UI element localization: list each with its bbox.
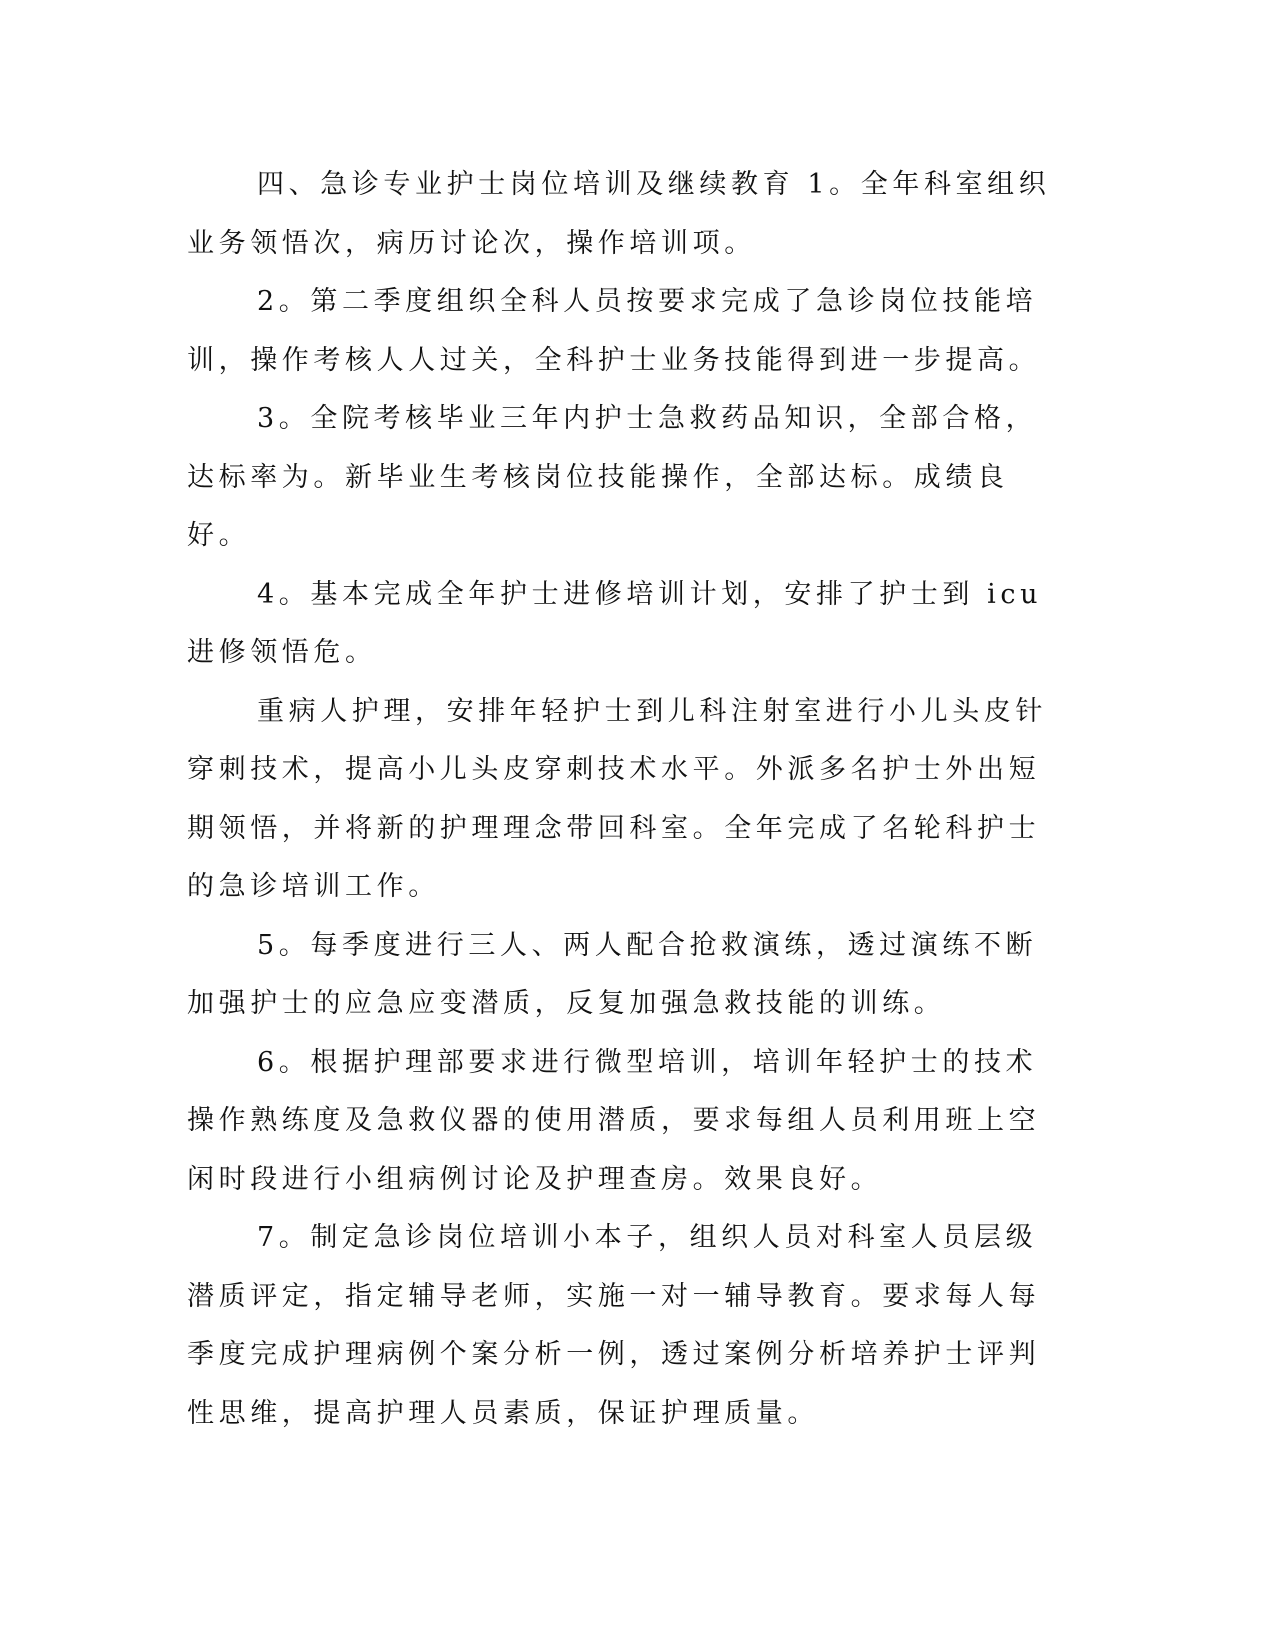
paragraph-item-7: 7。制定急诊岗位培训小本子，组织人员对科室人员层级潜质评定，指定辅导老师，实施一对一辅导教育。要求每人每季度完成护理病例个案分析一例，透过案例分析培养护士评判性思维，提高护理人员素质，保证护理质量。 — [187, 1222, 1041, 1429]
paragraph-item-4: 4。基本完成全年护士进修培训计划，安排了护士到 icu 进修领悟危。 — [187, 578, 1043, 668]
paragraph-item-3: 3。全院考核毕业三年内护士急救药品知识，全部合格，达标率为。新毕业生考核岗位技能操作，全部达标。成绩良好。 — [187, 403, 1038, 551]
document-body — [187, 156, 1067, 1443]
paragraph-item-5: 5。每季度进行三人、两人配合抢救演练，透过演练不断加强护士的应急应变潜质，反复加强急救技能的训练。 — [187, 929, 1038, 1019]
paragraph-item-6: 6。根据护理部要求进行微型培训，培训年轻护士的技术操作熟练度及急救仪器的使用潜质，要求每组人员利用班上空闲时段进行小组病例讨论及护理查房。效果良好。 — [187, 1046, 1041, 1195]
paragraph-section-four: 四、急诊专业护士岗位培训及继续教育 1。全年科室组织业务领悟次，病历讨论次，操作培训项。 — [187, 169, 1051, 259]
paragraph-item-2: 2。第二季度组织全科人员按要求完成了急诊岗位技能培训，操作考核人人过关，全科护士业务技能得到进一步提高。 — [187, 286, 1041, 376]
paragraph-item-4-continued: 重病人护理，安排年轻护士到儿科注射室进行小儿头皮针穿刺技术，提高小儿头皮穿刺技术水平。外派多名护士外出短期领悟，并将新的护理理念带回科室。全年完成了名轮科护士的急诊培训工作。 — [187, 695, 1047, 902]
